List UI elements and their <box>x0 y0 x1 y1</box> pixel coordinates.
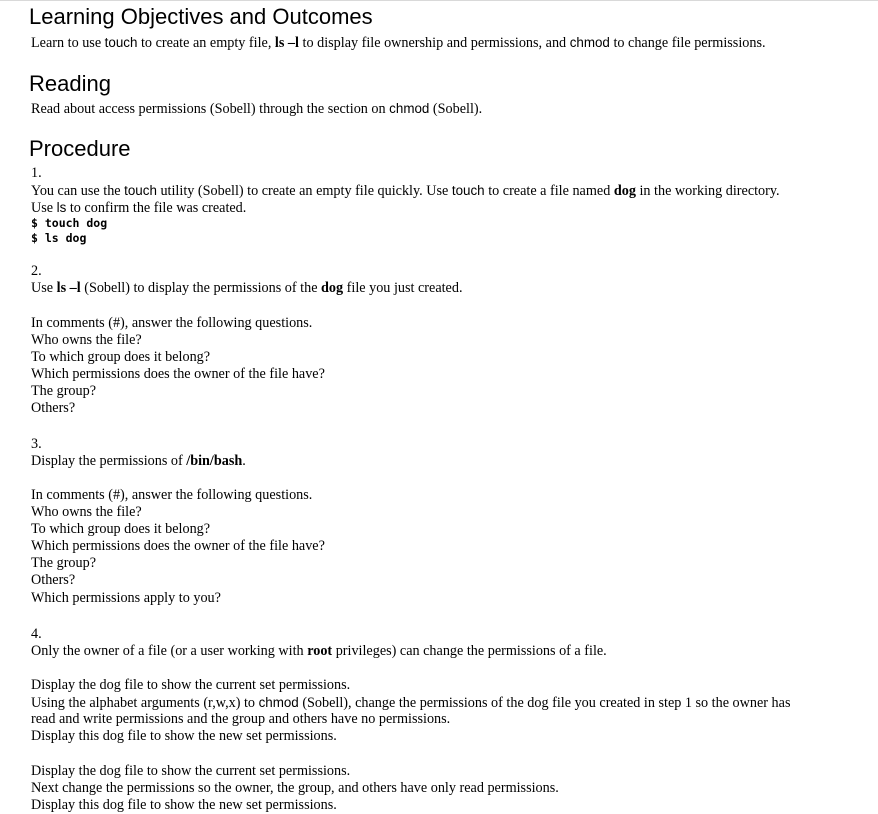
question-line: Which permissions does the owner of the file have? <box>31 366 325 382</box>
dog-filename: dog <box>613 183 636 199</box>
step4-number: 4. <box>31 626 42 642</box>
reading-text: Read about access permissions (Sobell) through the section on chmod (Sobell). <box>31 101 483 117</box>
instruction-line: Next change the permissions so the owner, the group, and others have only read permissions. <box>31 780 559 796</box>
question-line: The group? <box>31 383 97 399</box>
instruction-line: Display the dog file to show the current set permissions. <box>31 677 351 693</box>
procedure-heading: Procedure <box>29 136 131 161</box>
instruction-line: Display this dog file to show the new set permissions. <box>31 728 337 744</box>
question-line: In comments (#), answer the following questions. <box>31 487 313 503</box>
question-line: Which permissions apply to you? <box>31 590 221 606</box>
touch-command: touch <box>124 183 157 198</box>
question-line: Others? <box>31 400 76 416</box>
question-line: Others? <box>31 572 76 588</box>
step4-line1: Only the owner of a file (or a user working with root privileges) can change the permissions of a file. <box>31 643 607 659</box>
question-line: Who owns the file? <box>31 504 142 520</box>
code-line: $ ls dog <box>31 231 87 245</box>
step2-number: 2. <box>31 263 42 279</box>
objectives-heading: Learning Objectives and Outcomes <box>29 4 373 29</box>
touch-command: touch <box>451 183 485 198</box>
top-divider <box>0 0 878 1</box>
instruction-line: Display the dog file to show the current set permissions. <box>31 763 351 779</box>
ls-l-command: ls –l <box>56 280 81 296</box>
question-line: Who owns the file? <box>31 332 142 348</box>
objectives-text: Learn to use touch to create an empty file, ls –l to display file ownership and permissions, and chmod to change file permissions. <box>31 35 766 51</box>
chmod-command: chmod <box>258 695 299 710</box>
step1-line2: Use ls to confirm the file was created. <box>31 200 247 216</box>
root-keyword: root <box>307 643 333 659</box>
ls-l-command: ls –l <box>274 35 299 51</box>
instruction-line: Using the alphabet arguments (r,w,x) to chmod (Sobell), change the permissions of the dog file you created in step 1 so the owner has <box>31 695 791 711</box>
dog-filename: dog <box>321 280 344 296</box>
touch-command: touch <box>104 35 138 50</box>
step1-line1: You can use the touch utility (Sobell) to create an empty file quickly. Use touch to create a file named dog in the working directory. <box>31 183 780 199</box>
step3-number: 3. <box>31 436 42 452</box>
reading-heading: Reading <box>29 71 111 96</box>
question-line: Which permissions does the owner of the file have? <box>31 538 325 554</box>
step2-line1: Use ls –l (Sobell) to display the permissions of the dog file you just created. <box>31 280 463 296</box>
step3-line1: Display the permissions of /bin/bash. <box>31 453 246 469</box>
ls-command: ls <box>56 200 67 215</box>
code-line: $ touch dog <box>31 216 108 230</box>
question-line: In comments (#), answer the following questions. <box>31 315 313 331</box>
question-line: To which group does it belong? <box>31 521 211 537</box>
question-line: To which group does it belong? <box>31 349 211 365</box>
chmod-command: chmod <box>569 35 610 50</box>
instruction-line: read and write permissions and the group and others have no permissions. <box>31 711 451 727</box>
step1-number: 1. <box>31 165 42 181</box>
question-line: The group? <box>31 555 97 571</box>
chmod-command: chmod <box>389 101 430 116</box>
instruction-line: Display this dog file to show the new set permissions. <box>31 797 337 813</box>
bin-bash-path: /bin/bash <box>186 453 243 469</box>
